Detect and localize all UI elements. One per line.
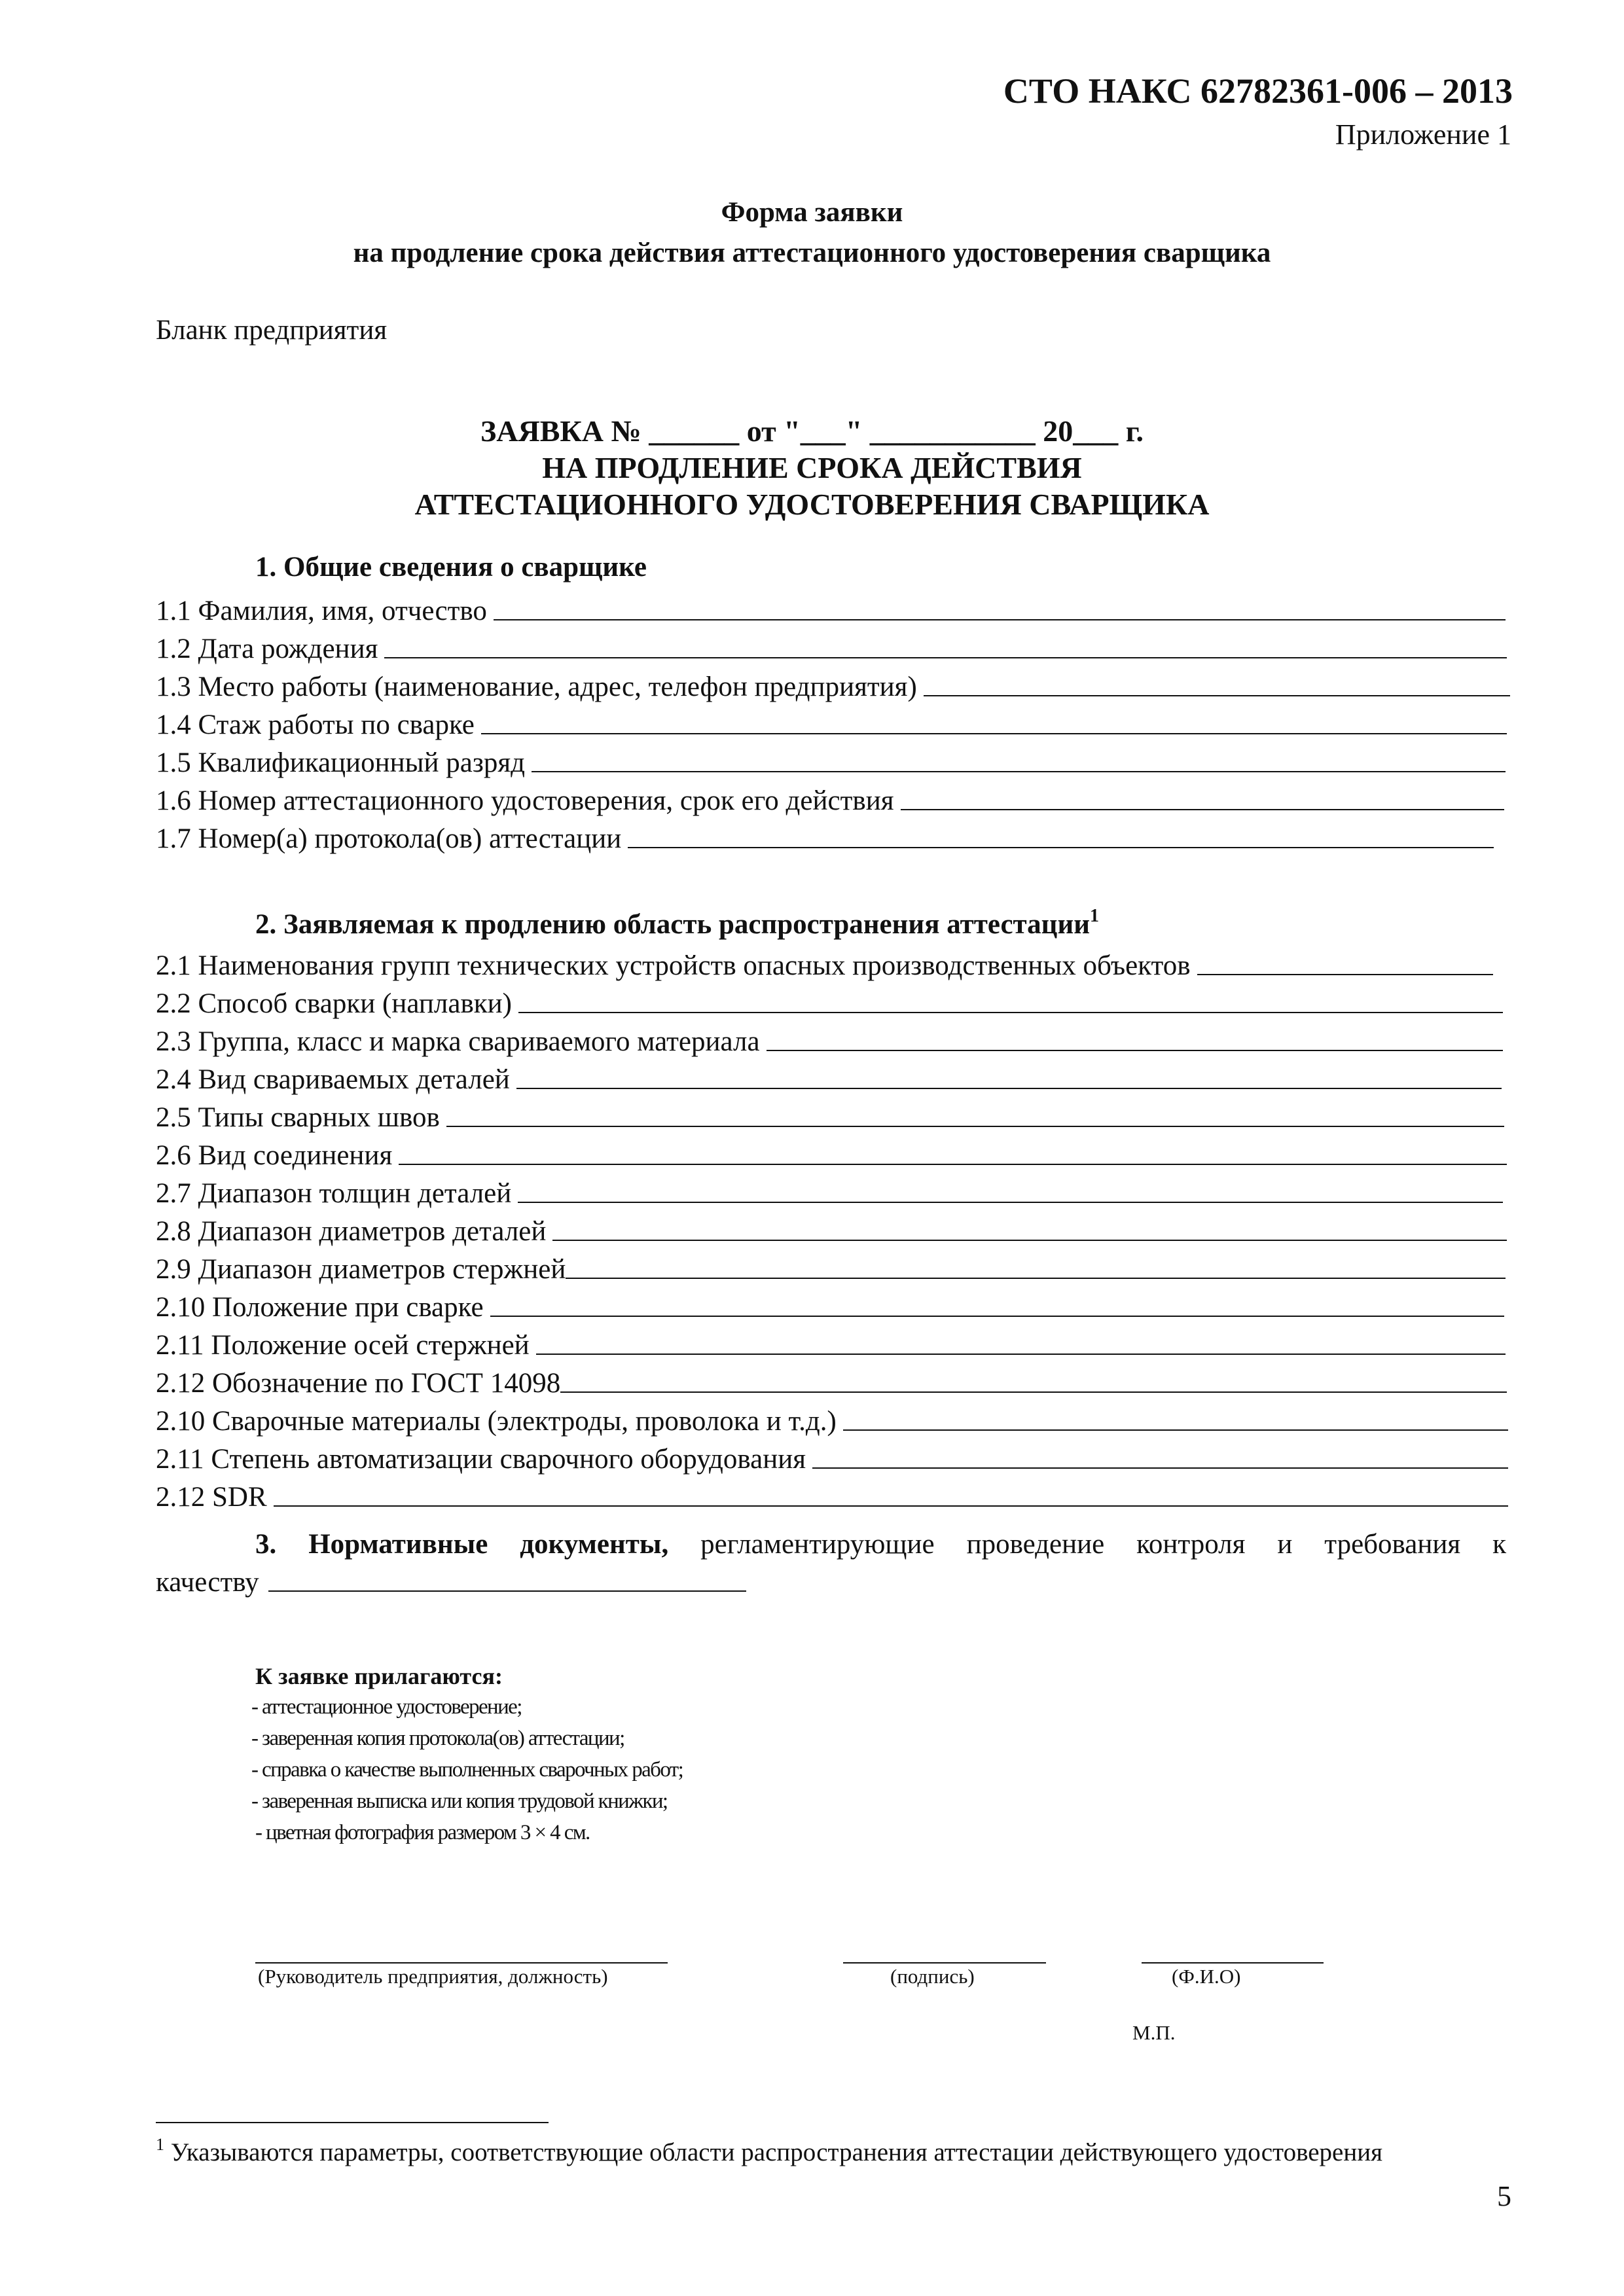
page-number: 5 — [1497, 2180, 1511, 2212]
footnote-marker: 1 — [1090, 906, 1100, 926]
signature-caption: (подпись) — [890, 1965, 975, 1988]
field-label: 2.11 Степень автоматизации сварочного оборудования — [156, 1444, 806, 1475]
attachment-item: - цветная фотография размером 3 × 4 см. — [255, 1821, 590, 1844]
appendix-label: Приложение 1 — [1335, 118, 1511, 151]
fill-line[interactable] — [384, 657, 1507, 658]
attachment-item: - справка о качестве выполненных сварочных работ; — [251, 1758, 683, 1782]
fill-line[interactable] — [481, 733, 1507, 734]
footnote — [156, 2135, 1382, 2167]
fill-line[interactable] — [490, 1316, 1504, 1317]
section-3-title: 3. Нормативные документы, — [255, 1529, 669, 1560]
field-label: 2.3 Группа, класс и марка свариваемого материала — [156, 1026, 760, 1057]
field-row-2-9[interactable] — [156, 1247, 1506, 1285]
field-label: 2.7 Диапазон толщин деталей — [156, 1178, 512, 1209]
company-blank-label: Бланк предприятия — [156, 315, 388, 346]
signature-line[interactable] — [843, 1962, 1046, 1964]
field-label: 2.11 Положение осей стержней — [156, 1330, 530, 1361]
form-subtitle: на продление срока действия аттестационного удостоверения сварщика — [353, 238, 1271, 268]
field-row-1-6[interactable] — [156, 779, 1504, 817]
head-signature-line[interactable] — [255, 1962, 668, 1964]
fill-line[interactable] — [843, 1429, 1508, 1431]
attachments-title: К заявке прилагаются: — [255, 1663, 503, 1689]
attachment-item: - аттестационное удостоверение; — [251, 1695, 522, 1719]
field-row-2-8[interactable] — [156, 1210, 1507, 1247]
fill-line[interactable] — [566, 1278, 1506, 1279]
request-title-line: АТТЕСТАЦИОННОГО УДОСТОВЕРЕНИЯ СВАРЩИКА — [414, 488, 1210, 521]
field-label: 1.5 Квалификационный разряд — [156, 747, 525, 778]
attachment-item: - заверенная выписка или копия трудовой книжки; — [251, 1789, 668, 1813]
field-label: 1.1 Фамилия, имя, отчество — [156, 596, 487, 626]
fill-line[interactable] — [274, 1505, 1508, 1507]
fill-line[interactable] — [399, 1164, 1507, 1165]
section-3-text-cont: качеству — [156, 1567, 259, 1598]
fill-line[interactable] — [518, 1012, 1503, 1013]
field-row-2-1[interactable] — [156, 944, 1493, 982]
fill-line[interactable] — [767, 1050, 1503, 1051]
field-label: 2.12 SDR — [156, 1482, 267, 1513]
field-row-2-12[interactable] — [156, 1361, 1507, 1399]
footnote-divider — [156, 2122, 549, 2123]
fill-line[interactable] — [812, 1467, 1508, 1469]
fill-line[interactable] — [518, 1202, 1503, 1203]
form-title: Форма заявки — [721, 197, 903, 228]
field-label: 2.1 Наименования групп технических устройств опасных производственных объектов — [156, 950, 1191, 981]
field-label: 2.2 Способ сварки (наплавки) — [156, 988, 512, 1019]
field-row-1-2[interactable] — [156, 627, 1507, 665]
field-label: 2.12 Обозначение по ГОСТ 14098 — [156, 1368, 561, 1399]
fill-line[interactable] — [901, 809, 1505, 810]
field-row-2-10[interactable] — [156, 1285, 1504, 1323]
fill-line[interactable] — [560, 1391, 1507, 1393]
section-1-title: 1. Общие сведения о сварщике — [255, 552, 647, 583]
field-label: 1.3 Место работы (наименование, адрес, телефон предприятия) — [156, 672, 917, 702]
fill-line[interactable] — [628, 847, 1494, 848]
section-2-title-text: 2. Заявляемая к продлению область распространения аттестации — [255, 909, 1091, 940]
field-label: 2.6 Вид соединения — [156, 1140, 393, 1171]
field-row-2-7[interactable] — [156, 1172, 1503, 1210]
field-row-1-4[interactable] — [156, 703, 1507, 741]
footnote-mark: 1 — [156, 2135, 164, 2154]
attachment-item: - заверенная копия протокола(ов) аттестации; — [251, 1727, 624, 1750]
stamp-place-label: М.П. — [1132, 2021, 1176, 2044]
name-line[interactable] — [1142, 1962, 1324, 1964]
field-row-2-6[interactable] — [156, 1134, 1507, 1172]
field-label: 1.7 Номер(а) протокола(ов) аттестации — [156, 823, 622, 854]
fill-line[interactable] — [532, 771, 1506, 772]
section-3-text: регламентирующие проведение контроля и требования к — [668, 1529, 1507, 1560]
field-row-2-4[interactable] — [156, 1058, 1502, 1096]
field-label: 1.6 Номер аттестационного удостоверения, срок его действия — [156, 785, 894, 816]
request-title-line: НА ПРОДЛЕНИЕ СРОКА ДЕЙСТВИЯ — [542, 451, 1082, 484]
field-row-2-2[interactable] — [156, 982, 1503, 1020]
field-label: 1.2 Дата рождения — [156, 634, 378, 664]
field-label: 1.4 Стаж работы по сварке — [156, 709, 475, 740]
fill-line[interactable] — [552, 1240, 1507, 1241]
fill-line[interactable] — [268, 1590, 746, 1592]
field-label: 2.4 Вид свариваемых деталей — [156, 1064, 510, 1095]
section-3-paragraph — [156, 1528, 1506, 1560]
field-row-1-1[interactable] — [156, 589, 1506, 627]
head-position-caption: (Руководитель предприятия, должность) — [258, 1965, 608, 1988]
section-3-line2[interactable] — [156, 1566, 746, 1598]
fill-line[interactable] — [516, 1088, 1502, 1089]
field-row-1-5[interactable] — [156, 741, 1506, 779]
fill-line[interactable] — [494, 619, 1506, 620]
field-row-2-3[interactable] — [156, 1020, 1503, 1058]
field-row-2-5[interactable] — [156, 1096, 1504, 1134]
field-label: 2.9 Диапазон диаметров стержней — [156, 1254, 566, 1285]
field-label: 2.10 Положение при сварке — [156, 1292, 484, 1323]
field-row-2-12b[interactable] — [156, 1475, 1508, 1513]
field-label: 2.5 Типы сварных швов — [156, 1102, 440, 1133]
fill-line[interactable] — [1197, 974, 1493, 975]
field-label: 2.8 Диапазон диаметров деталей — [156, 1216, 547, 1247]
field-row-2-10b[interactable] — [156, 1399, 1508, 1437]
fill-line[interactable] — [536, 1354, 1506, 1355]
name-caption: (Ф.И.О) — [1172, 1965, 1241, 1988]
field-label: 2.10 Сварочные материалы (электроды, проволока и т.д.) — [156, 1406, 837, 1437]
field-row-2-11b[interactable] — [156, 1437, 1508, 1475]
field-row-1-3[interactable] — [156, 665, 1510, 703]
field-row-1-7[interactable] — [156, 817, 1494, 855]
fill-line[interactable] — [924, 695, 1510, 696]
fill-line[interactable] — [446, 1126, 1504, 1127]
field-row-2-11[interactable] — [156, 1323, 1506, 1361]
document-code: СТО НАКС 62782361-006 – 2013 — [1003, 71, 1513, 111]
section-2-title — [255, 906, 1099, 941]
request-number-line: ЗАЯВКА № ______ от "___" ___________ 20___ г. — [480, 414, 1144, 448]
footnote-text: Указываются параметры, соответствующие области распространения аттестации действующего удостоверения — [164, 2138, 1383, 2166]
